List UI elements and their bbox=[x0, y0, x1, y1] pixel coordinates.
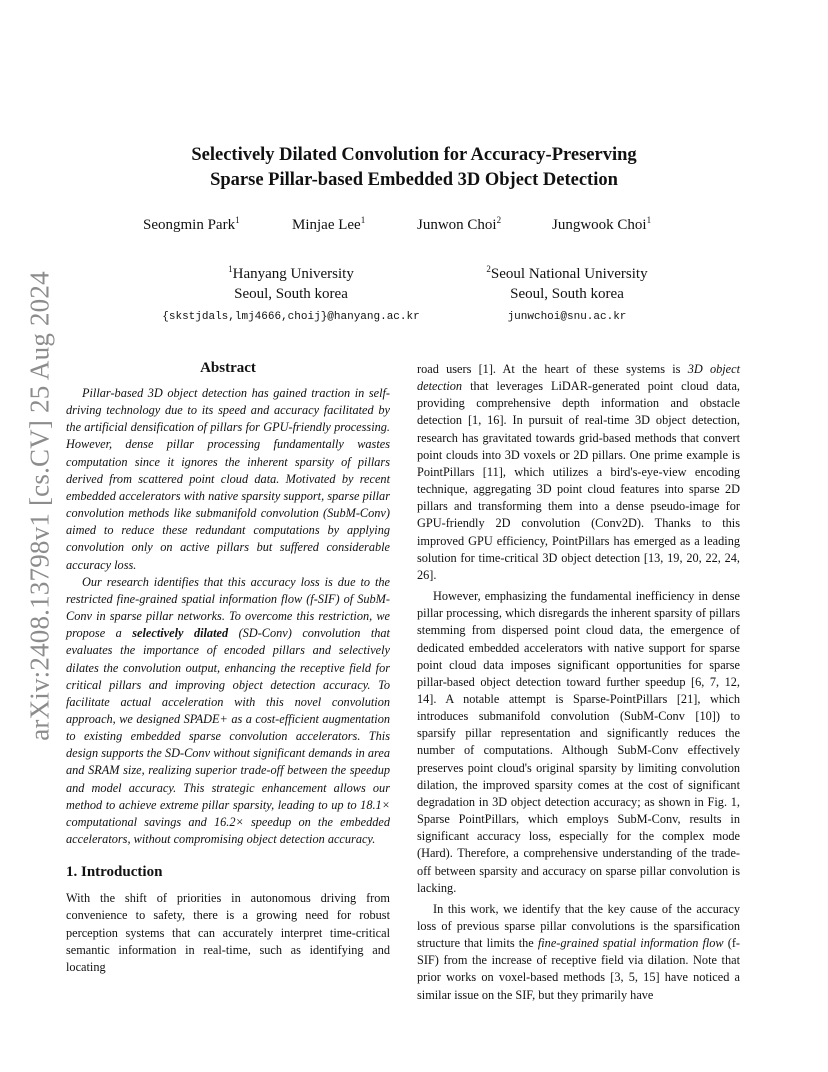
aff-sup: 2 bbox=[486, 264, 491, 274]
aff-email: {skstjdals,lmj4666,choij}@hanyang.ac.kr bbox=[162, 311, 420, 323]
body-text: (f-SIF) from the increase of receptive field via dilation. Note that prior works on voxel-based methods [3, 5, 15] have noticed a similar issue on the SIF, but they primarily have bbox=[417, 936, 741, 1002]
aff-location: Seoul, South korea bbox=[510, 286, 624, 302]
right-column bbox=[417, 361, 740, 1004]
aff-name: Seoul National University bbox=[490, 266, 648, 282]
author bbox=[292, 217, 365, 234]
aff-email: junwchoi@snu.ac.kr bbox=[507, 311, 627, 323]
abstract-body bbox=[66, 385, 390, 848]
body-paragraph bbox=[417, 901, 740, 1004]
section-heading: 1. Introduction bbox=[66, 864, 163, 881]
author-name: Junwon Choi bbox=[417, 217, 497, 233]
author-sup: 2 bbox=[496, 215, 502, 225]
abstract-paragraph bbox=[66, 574, 390, 849]
aff-sup: 1 bbox=[228, 264, 233, 274]
intro-paragraph: With the shift of priorities in autonomous driving from convenience to safety, there is a growing need for robust perception systems that can accurately interpret time-critical semantic information in real-time, such as identifying and locating bbox=[66, 891, 390, 974]
aff-location: Seoul, South korea bbox=[234, 286, 348, 302]
abstract-text: Our research identifies that this accuracy loss is due to the restricted fine-grained spatial information flow (f-SIF) of SubM-Conv in sparse pillar networks. To overcome this restriction, we propose a bbox=[66, 574, 390, 641]
title-line-1: Selectively Dilated Convolution for Accuracy-Preserving bbox=[191, 145, 637, 165]
author-sup: 1 bbox=[360, 215, 366, 225]
body-emphasis: 3D object detection bbox=[417, 362, 740, 394]
affiliation-1 bbox=[141, 264, 441, 327]
body-emphasis: fine-grained spatial information flow bbox=[537, 936, 724, 951]
title-line-2: Sparse Pillar-based Embedded 3D Object Detection bbox=[210, 170, 618, 190]
body-paragraph bbox=[417, 361, 740, 584]
author-name: Jungwook Choi bbox=[552, 217, 647, 233]
author-sup: 1 bbox=[235, 215, 240, 225]
author bbox=[143, 217, 240, 234]
arxiv-id: arXiv:2408.13798v1 [cs.CV] 25 Aug 2024 bbox=[24, 271, 55, 741]
author bbox=[552, 217, 651, 234]
author bbox=[417, 217, 501, 234]
author-sup: 1 bbox=[646, 215, 652, 225]
affiliation-2 bbox=[467, 264, 667, 327]
body-text: road users [1]. At the heart of these systems is bbox=[417, 362, 688, 376]
abstract-text: (SD-Conv) convolution that evaluates the importance of encoded pillars and selectively dilates the convolution output, enhancing the receptive field for critical pillars and improving object detection accuracy. To facilitate actual acceleration with this novel convolution approach, we designed SPADE+ as a cost-efficient augmentation to existing embedded sparse convolution accelerators. This design supports the SD-Conv without significant demands in area and SRAM size, realizing superior trade-off between the speedup and model accuracy. This strategic enhancement allows our method to achieve extreme pillar sparsity, leading to up to 18.1× computational savings and 16.2× speedup on the embedded accelerators, without compromising object detection accuracy. bbox=[66, 626, 390, 847]
aff-name: Hanyang University bbox=[232, 266, 354, 282]
left-column bbox=[66, 358, 390, 976]
abstract-heading: Abstract bbox=[200, 360, 256, 376]
author-name: Minjae Lee bbox=[292, 217, 361, 233]
body-text: that leverages LiDAR-generated point cloud data, providing comprehensive depth information and obstacle detection [1, 16]. In pursuit of real-time 3D object detection, research has gravitated towards grid-based methods that convert point clouds into 3D voxels or 2D pillars. One prime example is PointPillars [11], which utilizes a bird's-eye-view encoding technique, aggregating 3D point cloud features into sparse 2D pillars and transforming them into a dense pseudo-image for GPU-friendly 2D convolution (Conv2D). Thanks to this improved GPU efficiency, PointPillars has emerged as a leading solution for time-critical 3D object detection [13, 19, 20, 22, 24, 26]. bbox=[417, 379, 740, 582]
abstract-emphasis: selectively dilated bbox=[132, 626, 229, 641]
body-text: In this work, we identify that the key cause of the accuracy loss of previous sparse pillar convolutions is the sparsification structure that limits the bbox=[417, 901, 740, 951]
author-name: Seongmin Park bbox=[143, 217, 236, 233]
paper-title bbox=[0, 143, 828, 193]
abstract-paragraph: Pillar-based 3D object detection has gained traction in self-driving technology due to its speed and accuracy facilitated by the artificial densification of pillars for GPU-friendly processing. However, dense pillar processing fundamentally wastes computation since it ignores the inherent sparsity of pillars derived from scattered point cloud data. Motivated by recent embedded accelerators with native sparsity support, sparse pillar convolution methods like submanifold convolution (SubM-Conv) aimed to reduce these redundant computations by applying convolution only on active pillars but suffered considerable accuracy loss. bbox=[66, 386, 390, 572]
body-paragraph: However, emphasizing the fundamental inefficiency in dense pillar processing, which disregards the inherent sparsity of pillars stemming from dispersed point cloud data, the emergence of dedicated embedded accelerators with native support for sparse point cloud data imposes significant opportunities for sparse pillar-based object detection toward further speedup [6, 7, 12, 14]. A notable attempt is Sparse-PointPillars [21], which introduces submanifold convolution (SubM-Conv [10]) to sparsify pillar representation and significantly reduces the number of computations. Although SubM-Conv effectively preserves point cloud's original sparsity by limiting convolution dilation, the improved sparsity comes at the cost of significant degradation in 3D object detection accuracy; as shown in Fig. 1, Sparse PointPillars, which employs SubM-Conv, results in significant accuracy loss, especially for the complex mode (Hard). Therefore, a comprehensive understanding of the trade-off between sparsity and accuracy on sparse pillar convolution is lacking. bbox=[417, 589, 740, 895]
arxiv-stamp bbox=[20, 271, 60, 741]
